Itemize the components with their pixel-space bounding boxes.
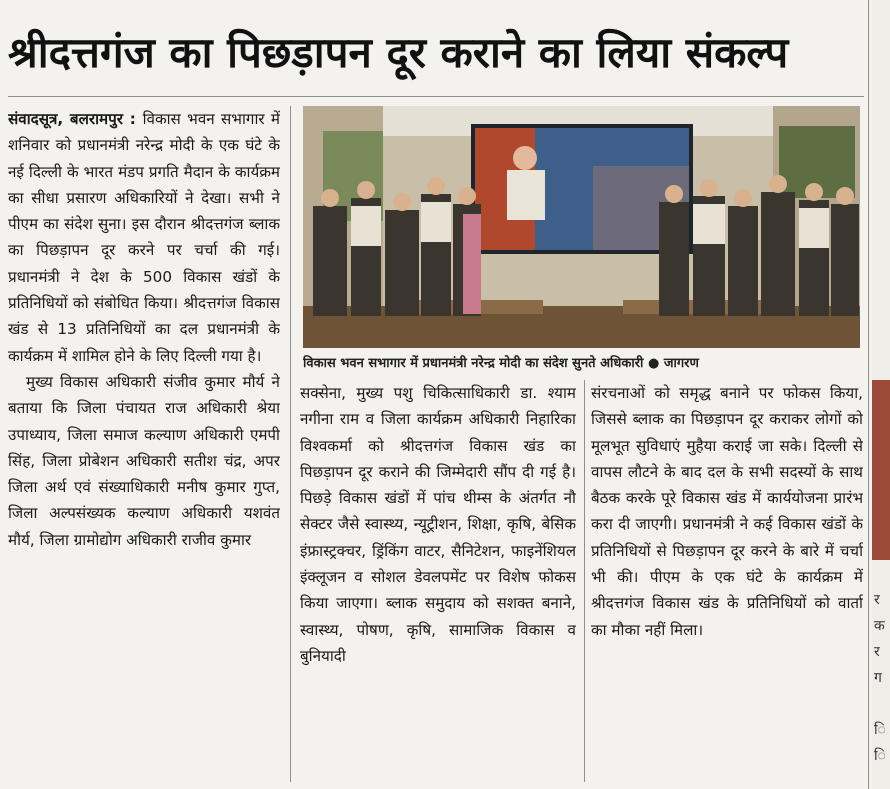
news-photo [303,106,860,348]
article-column-3 [591,380,863,782]
edge-fragment: क [874,618,885,634]
edge-fragment: ि [874,722,886,738]
adjacent-photo-fragment [872,380,890,560]
headline: श्रीदत्तगंज का पिछड़ापन दूर कराने का लिया संकल्प [8,28,789,77]
column-2-text: सक्सेना, मुख्य पशु चिकित्साधिकारी डा. श्याम नगीना राम व जिला कार्यक्रम अधिकारी निहारिका विश्वकर्मा को श्रीदत्तगंज विकास खंड का पिछड़ापन दूर कराने की जिम्मेदारी सौंप दी गई है। पिछड़े विकास खंडों में पांच थीम्स के अंतर्गत नौ सेक्टर जैसे स्वास्थ्य, न्यूट्रीशन, शिक्षा, कृषि, बेसिक इंफ्रास्ट्रक्चर, ड्रिंकिंग वाटर, सैनिटेशन, फाइनेंशियल इंक्लूजन व सोशल डेवलपमेंट पर विशेष फोकस किया जाएगा। ब्लाक समुदाय को सशक्त बनाने, स्वास्थ्य, पोषण, कृषि, सामाजिक विकास व बुनियादी [300,384,576,665]
dateline: संवादसूत्र, बलरामपुर : [8,110,143,128]
article-column-2 [300,380,576,782]
adjacent-article-fragment [872,0,890,789]
article-column-1 [8,106,280,782]
edge-fragment: ि [874,748,886,764]
second-paragraph: मुख्य विकास अधिकारी संजीव कुमार मौर्य ने बताया कि जिला पंचायत राज अधिकारी श्रेया उपाध्याय, जिला समाज कल्याण अधिकारी एमपी सिंह, जिला प्रोबेशन अधिकारी सतीश चंद्र, अपर जिला अर्थ एवं संख्याधिकारी मनीष कुमार गुप्त, जिला अल्पसंख्यक कल्याण अधिकारी यशवंत मौर्य, जिला ग्रामोद्योग अधिकारी राजीव कुमार [8,372,280,549]
photo-caption: विकास भवन सभागार में प्रधानमंत्री नरेन्द्र मोदी का संदेश सुनते अधिकारी ● जागरण [303,356,699,371]
page-edge-rule [868,0,869,789]
edge-fragment: र [874,592,880,608]
edge-fragment: र [874,644,880,660]
headline-rule [8,96,864,97]
lead-paragraph [8,106,280,369]
column-rule-2 [584,380,585,782]
lead-text: विकास भवन सभागार में शनिवार को प्रधानमंत्री नरेन्द्र मोदी के एक घंटे के नई दिल्ली के भारत मंडप प्रगति मैदान के कार्यक्रम का सीधा प्रसारण अधिकारियों ने देखा। सभी ने पीएम का संदेश सुना। इस दौरान श्रीदत्तगंज ब्लाक का पिछड़ापन दूर करने पर चर्चा की गई। प्रधानमंत्री ने देश के 500 विकास खंडों के प्रतिनिधियों को संबोधित किया। श्रीदत्तगंज विकास खंड से 13 प्रतिनिधियों का दल प्रधानमंत्री के कार्यक्रम में शामिल होने के लिए दिल्ली गया है। [8,110,280,365]
column-3-text: संरचनाओं को समृद्ध बनाने पर फोकस किया, जिससे ब्लाक का पिछड़ापन दूर कराकर लोगों को मूलभूत सुविधाएं मुहैया कराई जा सके। दिल्ली से वापस लौटने के बाद दल के सभी सदस्यों के साथ बैठक करके पूरे विकास खंड में कार्ययोजना प्रारंभ करा दी जाएगी। प्रधानमंत्री ने कई विकास खंडों के प्रतिनिधियों से पिछड़ापन दूर करने के बारे में चर्चा भी की। पीएम के एक घंटे के कार्यक्रम में श्रीदत्तगंज विकास खंड के प्रतिनिधियों को वार्ता का मौका नहीं मिला। [591,384,863,639]
column-rule-1 [290,106,291,782]
edge-fragment: ग [874,670,882,686]
